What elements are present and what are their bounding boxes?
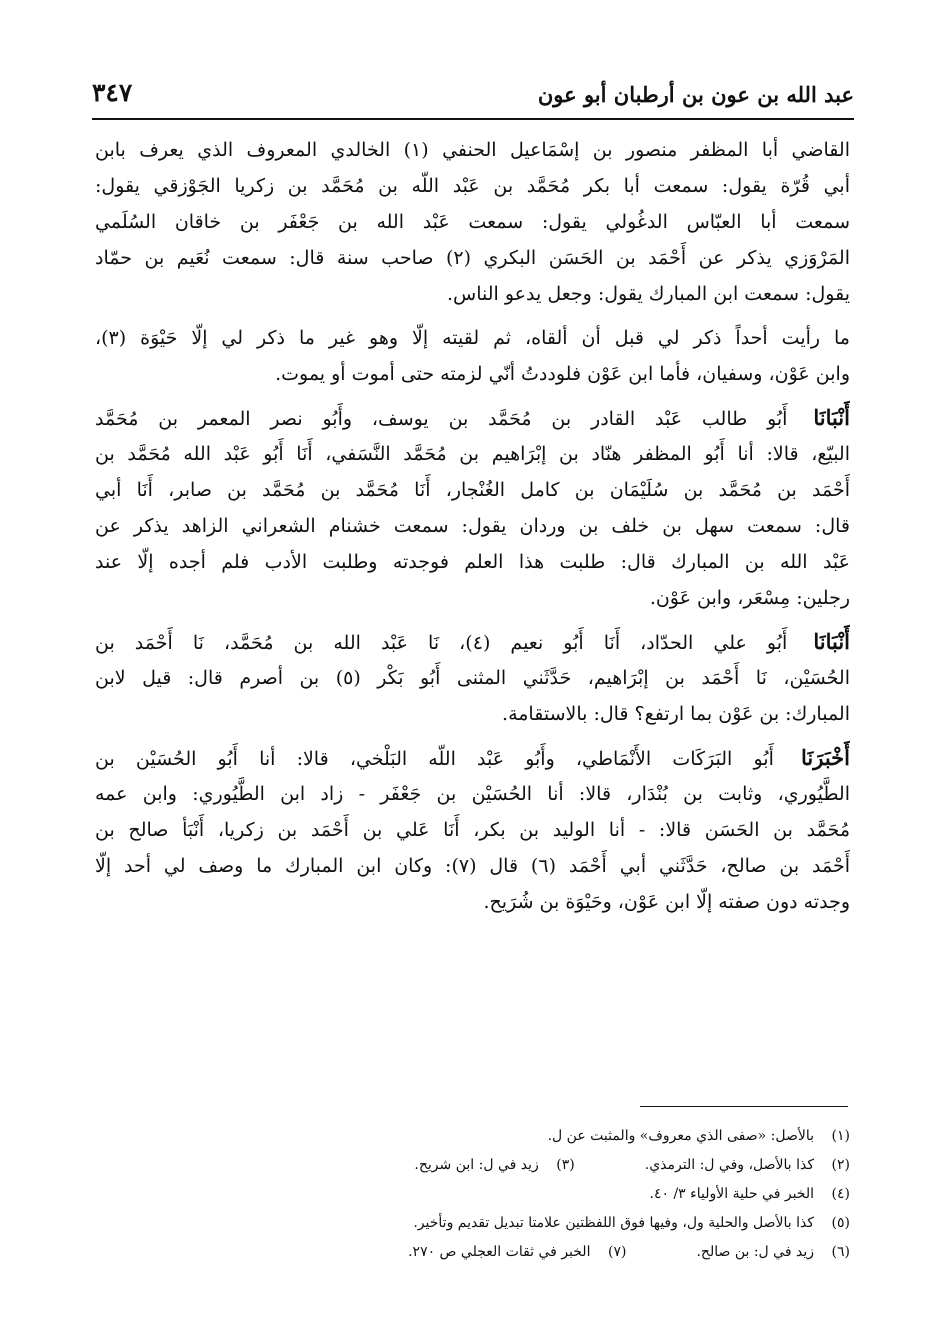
header-rule: [92, 118, 854, 120]
footnote: [645, 1151, 850, 1180]
line-text: الحُسَيْن، نَا أَحْمَد بن إبْرَاهيم، حَدَّثَني المثنى أَبُو بَكْر (٥) بن أصرم قال: قيل لابن: [95, 667, 850, 689]
footnote: [414, 1151, 574, 1180]
footnote: [408, 1238, 626, 1267]
footnote-text: بالأصل: «صفى الذي معروف» والمثبت عن ل.: [547, 1128, 814, 1144]
text-line: [95, 660, 850, 696]
body-text: [95, 132, 850, 928]
text-line: [95, 884, 850, 920]
paragraph: [95, 400, 850, 616]
footnote-text: كذا بالأصل والحلية ول، وفيها فوق اللفظتين علامتا تبديل تقديم وتأخير.: [413, 1215, 814, 1231]
footnote-number: (٧): [608, 1244, 627, 1260]
text-line: [95, 132, 850, 168]
footnote-row: [160, 1151, 850, 1180]
text-line: [95, 400, 850, 436]
line-text: أَبُو طالب عَبْد القادر بن مُحَمَّد بن يوسف، وأَبُو نصر المعمر بن مُحَمَّد: [95, 408, 788, 430]
line-text: وابن عَوْن، وسفيان، فأما ابن عَوْن فلوددتُ أنّي لزمته حتى أموت أو يموت.: [275, 363, 850, 385]
footnote-number: (٣): [556, 1157, 575, 1173]
footnote: [696, 1238, 850, 1267]
text-line: [95, 508, 850, 544]
footnote: [650, 1180, 851, 1209]
paragraph: [95, 132, 850, 312]
text-line: [95, 204, 850, 240]
line-text: أَبُو علي الحدّاد، أَنَا أَبُو نعيم (٤)، نَا عَبْد الله بن مُحَمَّد، نَا أَحْمَد بن: [95, 632, 788, 654]
line-text: مُحَمَّد بن الحَسَن قالا: - أنا الوليد بن بكر، أَنَا عَلي بن أَحْمَد بن زكريا، أَنْبَأ صالح بن: [95, 819, 850, 841]
footnote-row: [160, 1238, 850, 1267]
line-text: الطَّيُوري، وثابت بن بُنْدَار، قالا: أنا الحُسَيْن بن جَعْفَر - زاد ابن الطَّيُوري: وابن عمه: [95, 783, 850, 805]
text-line: [95, 696, 850, 732]
footnote: [413, 1209, 850, 1238]
line-text: البيّع، قالا: أنا أَبُو المظفر هنّاد بن إبْرَاهيم بن مُحَمَّد النَّسَفي، أَنَا أَبُو عَبْد الله مُحَمَّد بن: [95, 443, 850, 465]
text-line: [95, 740, 850, 776]
text-line: [95, 472, 850, 508]
line-text: قال: سمعت سهل بن خلف بن وردان يقول: سمعت خشنام الشعراني الزاهد يذكر عن: [95, 515, 850, 537]
line-text: أَبُو البَرَكَات الأَنْمَاطي، وأَبُو عَبْد اللّه البَلْخي، قالا: أنا أَبُو الحُسَيْن بن: [95, 748, 774, 770]
isnad-lead-word: أَنْبَانَا: [813, 405, 850, 430]
paragraph: [95, 740, 850, 920]
isnad-lead-word: أَخْبَرَنَا: [801, 745, 850, 770]
text-line: [95, 812, 850, 848]
line-text: أَحْمَد بن صالح، حَدَّثَني أبي أَحْمَد (٦) قال (٧): وكان ابن المبارك ما وصف لي أحد إلّا: [95, 855, 850, 877]
page-number: ٣٤٧: [92, 78, 133, 107]
line-text: سمعت أبا العبّاس الدغُولي يقول: سمعت عَبْد الله بن جَعْفَر بن خاقان السُلَمي: [95, 211, 850, 233]
line-text: أبي قُرّة يقول: سمعت أبا بكر مُحَمَّد بن عَبْد اللّه بن مُحَمَّد بن زكريا الجَوْزقي يقول:: [95, 175, 850, 197]
footnote-row: [160, 1209, 850, 1238]
line-text: يقول: سمعت ابن المبارك يقول: وجعل يدعو الناس.: [447, 283, 850, 305]
text-line: [95, 240, 850, 276]
footnote-text: كذا بالأصل، وفي ل: الترمذي.: [644, 1157, 814, 1173]
footnote-row: [160, 1122, 850, 1151]
line-text: ما رأيت أحداً ذكر لي قبل أن ألقاه، ثم لقيته إلّا وهو غير ما ذكر لي إلّا حَيْوَة (٣)،: [95, 327, 850, 349]
text-line: [95, 776, 850, 812]
text-line: [95, 624, 850, 660]
footnote-row: [160, 1180, 850, 1209]
running-header: [92, 78, 854, 116]
text-line: [95, 276, 850, 312]
footnote-number: (٥): [831, 1215, 850, 1231]
footnotes: [160, 1122, 850, 1267]
text-line: [95, 848, 850, 884]
footnote-text: الخبر في حلية الأولياء ٣/ ٤٠.: [649, 1186, 814, 1202]
text-line: [95, 320, 850, 356]
footnote-text: زيد في ل: ابن شريح.: [414, 1157, 539, 1173]
paragraph: [95, 320, 850, 392]
line-text: رجلين: مِسْعَر، وابن عَوْن.: [649, 587, 850, 609]
text-line: [95, 580, 850, 616]
footnote: [548, 1122, 850, 1151]
header-title: عبد الله بن عون بن أرطبان أبو عون: [537, 82, 854, 107]
footnote-number: (٤): [831, 1186, 850, 1202]
footnote-number: (٦): [831, 1244, 850, 1260]
line-text: وجدته دون صفته إلّا ابن عَوْن، وحَيْوَة بن شُرَيح.: [483, 891, 850, 913]
line-text: القاضي أبا المظفر منصور بن إسْمَاعيل الحنفي (١) الخالدي المعروف الذي يعرف بابن: [95, 139, 850, 161]
text-line: [95, 356, 850, 392]
footnote-text: زيد في ل: بن صالح.: [696, 1244, 814, 1260]
line-text: المَرْوَزي يذكر عن أَحْمَد بن الحَسَن البكري (٢) صاحب سنة قال: سمعت نُعَيم بن حمّاد: [95, 247, 850, 269]
paragraph: [95, 624, 850, 732]
text-line: [95, 436, 850, 472]
footnote-text: الخبر في ثقات العجلي ص ٢٧٠.: [408, 1244, 591, 1260]
text-line: [95, 544, 850, 580]
isnad-lead-word: أَنْبَانَا: [813, 629, 850, 654]
footnote-separator: [640, 1106, 848, 1107]
footnote-number: (١): [831, 1128, 850, 1144]
text-line: [95, 168, 850, 204]
footnote-number: (٢): [831, 1157, 850, 1173]
line-text: أَحْمَد بن مُحَمَّد بن سُلَيْمَان بن كامل الغُنْجار، أَنَا مُحَمَّد بن مُحَمَّد بن صابر، أَنَا أبي: [95, 479, 850, 501]
line-text: المبارك: بن عَوْن بما ارتفع؟ قال: بالاستقامة.: [502, 703, 850, 725]
line-text: عَبْد الله بن المبارك قال: طلبت هذا العلم فوجدته وطلبت الأدب فلم أجده إلّا عند: [95, 551, 850, 573]
